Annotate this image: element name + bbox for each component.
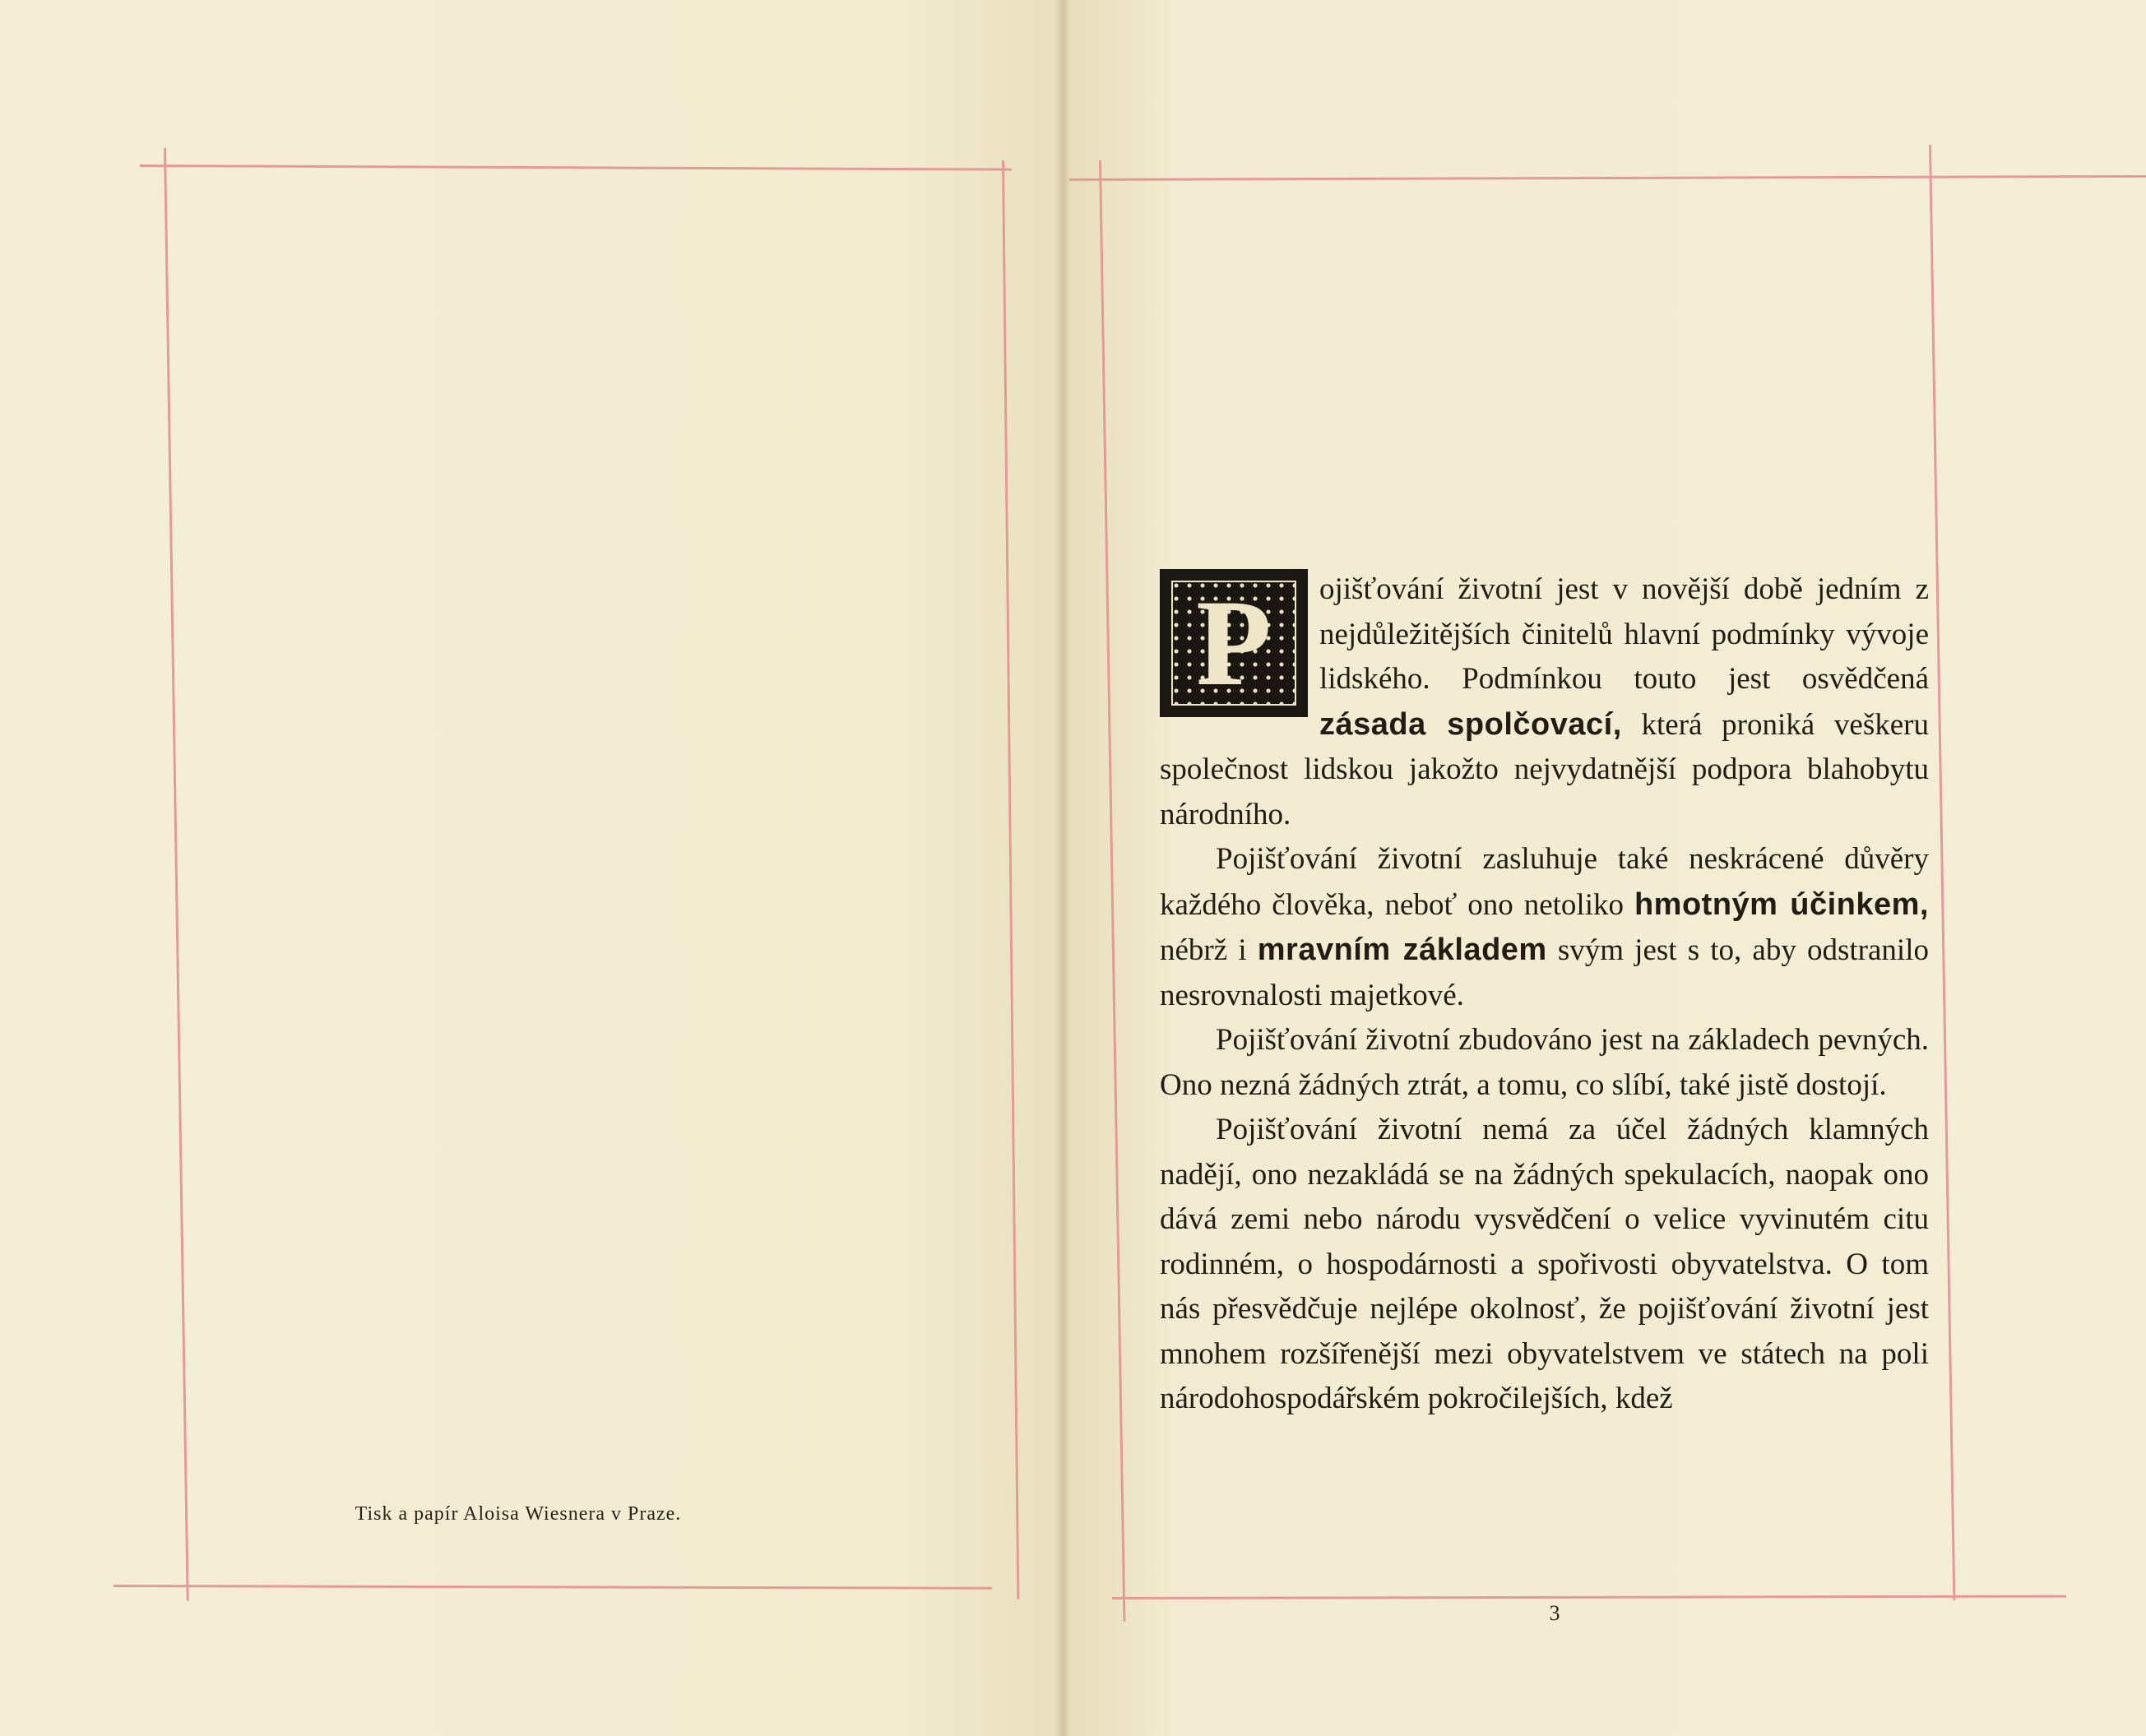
text-run: ojišťování životní jest v novější době jedním z nejdůležitějších činitelů hlavní podmínky vývoje lidského. Podmínkou touto jest osvědčená xyxy=(1319,572,1929,696)
frame-rule-bottom xyxy=(114,1585,992,1590)
frame-rule-right xyxy=(1929,145,1955,1600)
paragraph-3 xyxy=(1160,1018,1929,1108)
emphasis-text: zásada spolčovací, xyxy=(1319,706,1622,742)
ornamental-initial xyxy=(1160,569,1308,717)
frame-rule-bottom xyxy=(1112,1595,2066,1599)
book-gutter xyxy=(1054,0,1071,1736)
paragraph-1 xyxy=(1160,567,1929,837)
left-page xyxy=(0,0,1063,1736)
frame-rule-left xyxy=(1099,160,1125,1622)
frame-rule-top xyxy=(1069,175,2146,181)
printer-colophon: Tisk a papír Aloisa Wiesnera v Praze. xyxy=(355,1503,682,1525)
text-run: nébrž i xyxy=(1160,933,1258,967)
paragraph-2 xyxy=(1160,837,1929,1018)
emphasis-text: hmotným účinkem, xyxy=(1634,887,1929,922)
paragraph-4 xyxy=(1160,1108,1929,1422)
initial-letter: P xyxy=(1196,575,1272,711)
emphasis-text: mravním základem xyxy=(1257,933,1547,967)
text-run: svým jest s to, aby odstranilo nesrovnalosti majetkové. xyxy=(1160,933,1929,1012)
frame-rule-top xyxy=(140,164,1012,171)
body-text xyxy=(1160,567,1929,1422)
frame-rule-left xyxy=(164,148,189,1601)
page-number: 3 xyxy=(1549,1601,1560,1625)
text-run: Pojišťování životní zasluhuje také neskrácené důvěry každého člověka, neboť ono netoliko xyxy=(1160,842,1929,922)
text-run: Pojišťování životní nemá za účel žádných klamných nadějí, ono nezakládá se na žádných spekulacích, naopak ono dává zemi nebo národu vysvědčení o velice vyvinutém citu rodinném, o hospodárnosti a spořivosti obyvatelstva. O tom nás přesvědčuje nejlépe okolnosť, že pojišťování životní jest mnohem rozšířenější mezi obyvatelstvem ve státech na poli národohospodářském pokročilejších, kdež xyxy=(1160,1113,1929,1415)
text-run: která proniká veškeru společnost lidskou jakožto nejvydatnější podpora blahobytu národního. xyxy=(1160,707,1929,831)
text-run: Pojišťování životní zbudováno jest na základech pevných. Ono nezná žádných ztrát, a tomu, co slíbí, také jistě dostojí. xyxy=(1160,1023,1929,1102)
frame-rule-right xyxy=(1002,160,1019,1599)
